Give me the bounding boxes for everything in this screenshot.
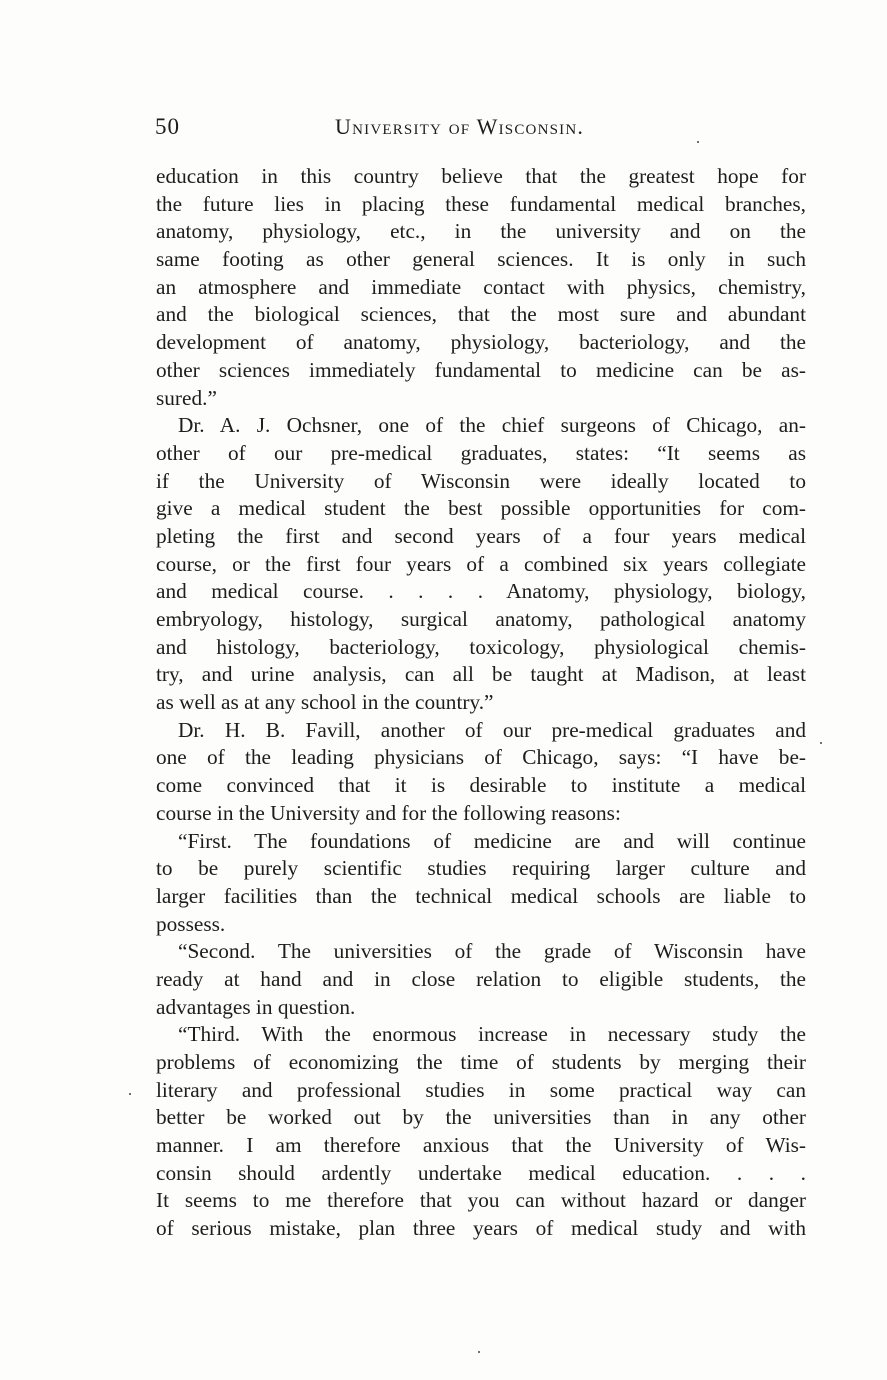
text-line: and the biological sciences, that the most sure and abundant (156, 302, 806, 327)
text-line: consin should ardently undertake medical education. . . . (156, 1160, 806, 1185)
text-line: of serious mistake, plan three years of medical study and with (156, 1216, 806, 1241)
scan-speck (478, 1351, 480, 1353)
text-line: anatomy, physiology, etc., in the university and on the (156, 219, 806, 244)
text-line: if the University of Wisconsin were ideally located to (156, 468, 806, 493)
text-line: “Third. With the enormous increase in necessary study the (178, 1022, 806, 1047)
text-line: larger facilities than the technical medical schools are liable to (156, 883, 806, 908)
text-line: embryology, histology, surgical anatomy, pathological anatomy (156, 607, 806, 631)
text-line: same footing as other general sciences. It is only in such (156, 247, 806, 272)
text-line: education in this country believe that the greatest hope for (156, 164, 806, 188)
text-line: other sciences immediately fundamental to medicine can be as- (156, 357, 806, 382)
text-line: sured.” (156, 385, 217, 410)
text-line: Dr. H. B. Favill, another of our pre-medical graduates and (178, 717, 806, 742)
scan-speck (129, 1093, 131, 1095)
text-line: problems of economizing the time of students by merging their (156, 1050, 806, 1074)
text-line: possess. (156, 911, 226, 936)
text-line: an atmosphere and immediate contact with physics, chemistry, (156, 274, 806, 299)
running-title: University of Wisconsin. (335, 114, 585, 139)
text-line: come convinced that it is desirable to institute a medical (156, 773, 806, 798)
text-line: “First. The foundations of medicine are and will continue (178, 828, 806, 853)
running-head (155, 114, 805, 144)
text-line: literary and professional studies in some practical way can (156, 1077, 806, 1102)
text-line: ready at hand and in close relation to eligible students, the (156, 966, 806, 991)
text-line: to be purely scientific studies requiring larger culture and (156, 856, 806, 881)
text-line: development of anatomy, physiology, bacteriology, and the (156, 330, 806, 355)
text-line: It seems to me therefore that you can without hazard or danger (156, 1188, 806, 1213)
text-line: one of the leading physicians of Chicago, says: “I have be- (156, 745, 806, 770)
text-line: and medical course. . . . . Anatomy, physiology, biology, (156, 579, 806, 604)
text-line: advantages in question. (156, 994, 356, 1019)
scan-speck (697, 141, 699, 143)
text-line: other of our pre-medical graduates, states: “It seems as (156, 440, 806, 465)
text-line: manner. I am therefore anxious that the University of Wis- (156, 1133, 806, 1158)
text-line: pleting the first and second years of a four years medical (156, 523, 806, 548)
scan-speck (820, 742, 822, 744)
page-number: 50 (155, 114, 180, 139)
text-line: try, and urine analysis, can all be taught at Madison, at least (156, 662, 806, 687)
text-line: as well as at any school in the country.” (156, 690, 494, 715)
text-line: give a medical student the best possible opportunities for com- (156, 496, 806, 521)
text-line: course in the University and for the following reasons: (156, 800, 621, 825)
text-line: better be worked out by the universities than in any other (156, 1105, 806, 1130)
text-line: course, or the first four years of a combined six years collegiate (156, 551, 806, 576)
text-line: Dr. A. J. Ochsner, one of the chief surgeons of Chicago, an- (178, 413, 806, 438)
text-line: “Second. The universities of the grade of Wisconsin have (178, 939, 806, 964)
body-text (156, 163, 806, 1243)
text-line: and histology, bacteriology, toxicology, physiological chemis- (156, 634, 806, 659)
text-line: the future lies in placing these fundamental medical branches, (156, 191, 806, 216)
